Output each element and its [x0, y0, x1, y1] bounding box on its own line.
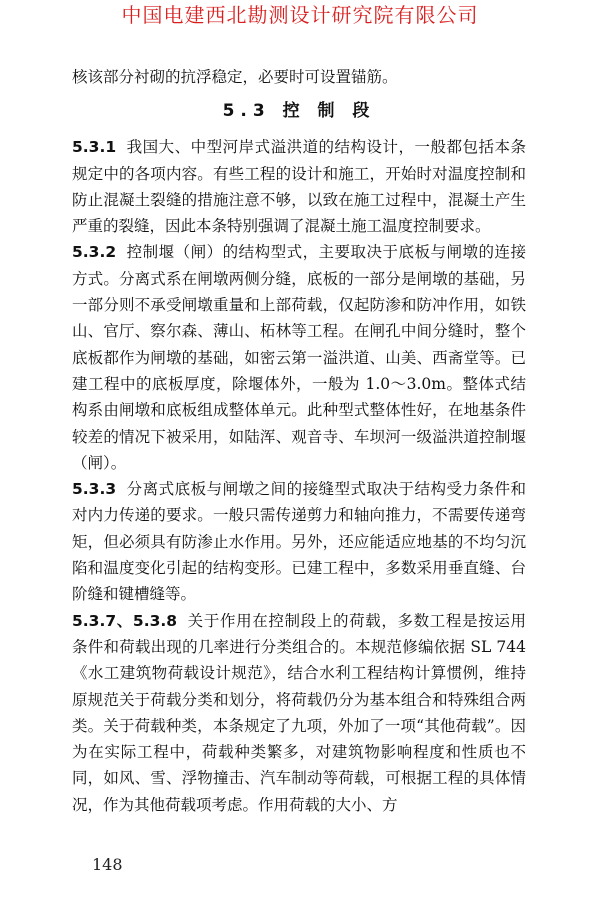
clause-5-3-3: [72, 476, 526, 607]
clause-text: 分离式底板与闸墩之间的接缝型式取决于结构受力条件和对内力传递的要求。一般只需传递剪力和轴向推力，不需要传递弯矩，但必须具有防渗止水作用。另外，还应能适应地基的不均匀沉陷和温度变化引起的结构变形。已建工程中，多数采用垂直缝、台阶缝和键槽缝等。: [72, 480, 526, 604]
intro-paragraph: 核该部分衬砌的抗浮稳定，必要时可设置锚筋。: [72, 68, 398, 86]
clause-text: 我国大、中型河岸式溢洪道的结构设计，一般都包括本条规定中的各项内容。有些工程的设计和施工，开始时对温度控制和防止混凝土裂缝的措施注意不够，以致在施工过程中，混凝土产生严重的裂缝，因此本条特别强调了混凝土施工温度控制要求。: [72, 138, 526, 236]
clause-number: 5.3.1: [72, 138, 117, 157]
clause-text: 控制堰（闸）的结构型式，主要取决于底板与闸墩的连接方式。分离式系在闸墩两侧分缝，底板的一部分是闸墩的基础，另一部分则不承受闸墩重量和上部荷载，仅起防渗和防冲作用，如铁山、官厅、察尔森、薄山、柘林等工程。在闸孔中间分缝时，整个底板都作为闸墩的基础，如密云第一溢洪道、山美、西斋堂等。已建工程中的底板厚度，除堰体外，一般为 1.0～3.0m。整体式结构系由闸墩和底板组成整体单元。此种型式整体性好，在地基条件较差的情况下被采用，如陆浑、观音寺、车坝河一级溢洪道控制堰（闸）。: [72, 243, 526, 472]
clause-5-3-2: [72, 239, 526, 476]
watermark-text: 中国电建西北勘测设计研究院有限公司: [121, 3, 479, 27]
clause-5-3-1: [72, 134, 526, 239]
clause-text: 关于作用在控制段上的荷载，多数工程是按运用条件和荷载出现的几率进行分类组合的。本规范修编依据 SL 744《水工建筑物荷载设计规范》，结合水利工程结构计算惯例，维持原规范关于荷载分类和划分，将荷载仍分为基本组合和特殊组合两类。关于荷载种类，本条规定了九项，外加了一项“其他荷载”。因为在实际工程中，荷载种类繁多，对建筑物影响程度和性质也不同，如风、雪、浮物撞击、汽车制动等荷载，可根据工程的具体情况，作为其他荷载项考虑。作用荷载的大小、方: [72, 611, 526, 814]
clause-number: 5.3.2: [72, 243, 117, 262]
page-number: 148: [92, 855, 123, 874]
document-body: [72, 64, 526, 818]
section-title: 5.3 控 制 段: [222, 101, 376, 122]
clause-number: 5.3.7、5.3.8: [72, 611, 178, 630]
clause-5-3-7-8: [72, 608, 526, 818]
clause-number: 5.3.3: [72, 480, 117, 499]
